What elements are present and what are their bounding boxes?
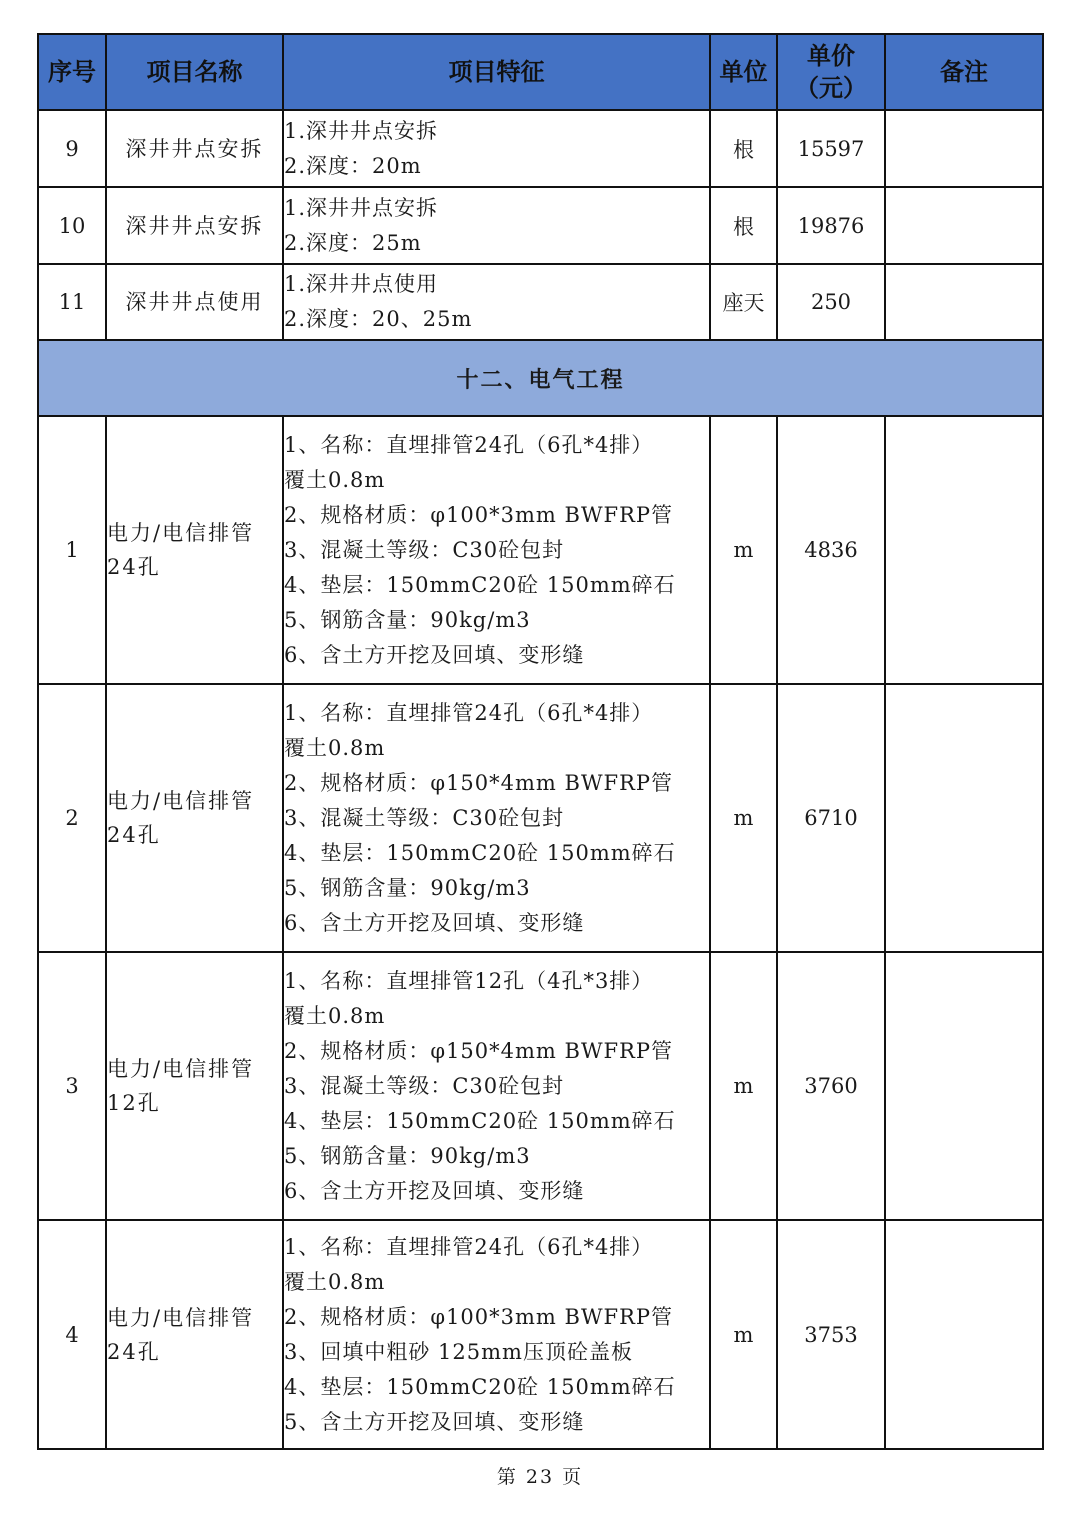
feature-line: 6、含土方开挖及回填、变形缝 [284, 642, 585, 667]
row-price: 6710 [777, 684, 885, 952]
feature-line: 4、垫层：150mmC20砼 150mm碎石 [284, 1374, 676, 1399]
table-row [38, 684, 1043, 952]
row-features [283, 684, 710, 952]
header-price-line2: （元） [795, 73, 867, 102]
name-line: 24孔 [107, 1339, 161, 1364]
feature-line: 1.深井井点安拆 [284, 195, 439, 220]
row-name: 深井井点安拆 [106, 110, 283, 187]
row-no: 11 [38, 264, 106, 340]
feature-line: 5、含土方开挖及回填、变形缝 [284, 1409, 585, 1434]
row-remark [885, 684, 1043, 952]
row-no: 4 [38, 1220, 106, 1449]
feature-line: 4、垫层：150mmC20砼 150mm碎石 [284, 1108, 676, 1133]
feature-line: 6、含土方开挖及回填、变形缝 [284, 910, 585, 935]
feature-line: 6、含土方开挖及回填、变形缝 [284, 1178, 585, 1203]
row-name [106, 952, 283, 1220]
name-line: 电力/电信排管 [107, 521, 255, 545]
header-price [777, 34, 885, 110]
table-row [38, 1220, 1043, 1449]
header-remark: 备注 [885, 34, 1043, 110]
feature-line: 2、规格材质：φ100*3mm BWFRP管 [284, 502, 674, 527]
row-no: 2 [38, 684, 106, 952]
row-remark [885, 1220, 1043, 1449]
feature-line: 1、名称：直埋排管12孔（4孔*3排） [284, 968, 654, 993]
feature-line: 3、回填中粗砂 125mm压顶砼盖板 [284, 1339, 633, 1364]
feature-line: 1.深井井点安拆 [284, 118, 439, 143]
row-no: 10 [38, 187, 106, 264]
feature-line: 2、规格材质：φ100*3mm BWFRP管 [284, 1304, 674, 1329]
row-no: 3 [38, 952, 106, 1220]
feature-line: 2.深度：20、25m [284, 307, 473, 331]
table-row [38, 110, 1043, 187]
feature-line: 覆土0.8m [284, 467, 386, 492]
feature-line: 2.深度：20m [284, 153, 422, 178]
feature-line: 4、垫层：150mmC20砼 150mm碎石 [284, 840, 676, 865]
row-features [283, 952, 710, 1220]
feature-line: 2、规格材质：φ150*4mm BWFRP管 [284, 770, 674, 795]
row-price: 15597 [777, 110, 885, 187]
table-row [38, 264, 1043, 340]
section-title: 十二、电气工程 [38, 340, 1043, 416]
row-features [283, 416, 710, 684]
header-name: 项目名称 [106, 34, 283, 110]
feature-line: 5、钢筋含量：90kg/m3 [284, 607, 531, 632]
row-features [283, 110, 710, 187]
row-price: 19876 [777, 187, 885, 264]
row-features [283, 1220, 710, 1449]
name-line: 12孔 [107, 1091, 161, 1115]
feature-line: 5、钢筋含量：90kg/m3 [284, 875, 531, 900]
row-name: 深井井点安拆 [106, 187, 283, 264]
page-number: 第 23 页 [496, 1466, 584, 1488]
row-name: 深井井点使用 [106, 264, 283, 340]
table-row [38, 416, 1043, 684]
row-remark [885, 416, 1043, 684]
row-name [106, 416, 283, 684]
section-row [38, 340, 1043, 416]
feature-line: 3、混凝土等级：C30砼包封 [284, 537, 565, 562]
name-line: 24孔 [107, 823, 161, 847]
row-unit: 根 [710, 110, 777, 187]
price-table [37, 33, 1044, 1450]
feature-line: 2、规格材质：φ150*4mm BWFRP管 [284, 1038, 674, 1063]
table-row [38, 952, 1043, 1220]
feature-line: 3、混凝土等级：C30砼包封 [284, 805, 565, 830]
header-unit: 单位 [710, 34, 777, 110]
row-remark [885, 110, 1043, 187]
row-unit: m [710, 1220, 777, 1449]
row-unit: 根 [710, 187, 777, 264]
name-line: 24孔 [107, 555, 161, 579]
name-line: 电力/电信排管 [107, 1057, 255, 1081]
row-name [106, 1220, 283, 1449]
name-line: 电力/电信排管 [107, 789, 255, 813]
row-features [283, 187, 710, 264]
feature-line: 5、钢筋含量：90kg/m3 [284, 1143, 531, 1168]
row-remark [885, 187, 1043, 264]
header-feature: 项目特征 [283, 34, 710, 110]
row-price: 250 [777, 264, 885, 340]
row-no: 9 [38, 110, 106, 187]
row-unit: m [710, 416, 777, 684]
feature-line: 2.深度：25m [284, 230, 422, 255]
feature-line: 4、垫层：150mmC20砼 150mm碎石 [284, 572, 676, 597]
row-name [106, 684, 283, 952]
feature-line: 覆土0.8m [284, 1003, 386, 1028]
row-unit: m [710, 952, 777, 1220]
row-price: 3760 [777, 952, 885, 1220]
feature-line: 3、混凝土等级：C30砼包封 [284, 1073, 565, 1098]
name-line: 电力/电信排管 [107, 1305, 255, 1330]
table-row [38, 187, 1043, 264]
table-header-row [38, 34, 1043, 110]
header-no: 序号 [38, 34, 106, 110]
header-price-line1: 单价 [807, 41, 855, 70]
row-unit: 座天 [710, 264, 777, 340]
row-unit: m [710, 684, 777, 952]
feature-line: 覆土0.8m [284, 735, 386, 760]
feature-line: 1、名称：直埋排管24孔（6孔*4排） [284, 432, 654, 457]
feature-line: 1、名称：直埋排管24孔（6孔*4排） [284, 1234, 654, 1259]
feature-line: 1、名称：直埋排管24孔（6孔*4排） [284, 700, 654, 725]
row-remark [885, 952, 1043, 1220]
feature-line: 1.深井井点使用 [284, 272, 439, 296]
row-no: 1 [38, 416, 106, 684]
row-price: 3753 [777, 1220, 885, 1449]
row-features [283, 264, 710, 340]
feature-line: 覆土0.8m [284, 1269, 386, 1294]
row-remark [885, 264, 1043, 340]
row-price: 4836 [777, 416, 885, 684]
